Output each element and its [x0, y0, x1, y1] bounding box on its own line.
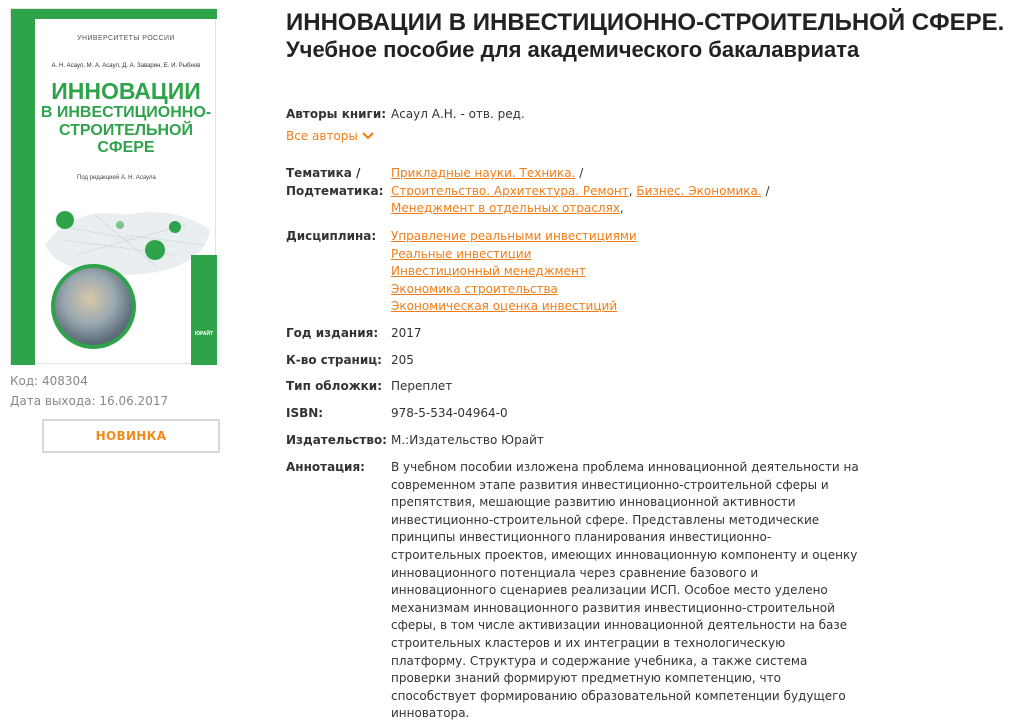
publisher-value: М.:Издательство Юрайт [391, 433, 544, 447]
cover-title-line3: СТРОИТЕЛЬНОЙ СФЕРЕ [58, 121, 193, 157]
year-value: 2017 [391, 326, 422, 340]
cover-authors: А. Н. Асаул, М. А. Асаул, Д. А. Заварин, Е. И. Рыбнов [51, 63, 201, 69]
book-title: ИННОВАЦИИ В ИНВЕСТИЦИОННО-СТРОИТЕЛЬНОЙ СФЕРЕ. [286, 9, 1005, 36]
cover-top-band [11, 9, 217, 19]
book-code: Код: 408304 [10, 374, 88, 388]
isbn-label: ISBN: [286, 406, 324, 420]
subtopic-comma-2: , [619, 201, 624, 215]
subtopic-line-2 [391, 200, 624, 218]
cover-type-label: Тип обложки: [286, 379, 383, 393]
annotation-label: Аннотация: [286, 460, 365, 474]
authors-value: Асаул А.Н. - отв. ред. [391, 107, 525, 121]
new-badge: НОВИНКА [42, 419, 220, 453]
book-cover[interactable] [10, 8, 216, 364]
discipline-link[interactable]: Экономическая оценка инвестиций [391, 299, 618, 313]
cover-series: УНИВЕРСИТЕТЫ РОССИИ [77, 35, 175, 42]
cover-left-band [11, 9, 35, 365]
cover-type-value: Переплет [391, 379, 453, 393]
pages-value: 205 [391, 353, 414, 367]
subtopic-link-construction[interactable]: Строительство. Архитектура. Ремонт [391, 183, 629, 198]
all-authors-toggle[interactable] [286, 129, 374, 143]
publisher-label: Издательство: [286, 433, 387, 447]
pages-label: К-во страниц: [286, 353, 382, 367]
all-authors-label: Все авторы [286, 129, 358, 143]
discipline-label: Дисциплина: [286, 229, 377, 243]
discipline-link[interactable]: Реальные инвестиции [391, 246, 532, 261]
subtopic-link-management[interactable]: Менеджмент в отдельных отраслях [391, 201, 620, 215]
cover-green-box [191, 255, 217, 365]
isbn-value: 978-5-534-04964-0 [391, 406, 508, 420]
subtopic-comma: , [628, 183, 633, 198]
cover-title-line1: ИННОВАЦИИ [51, 78, 201, 104]
topic-label: Тематика / [286, 166, 361, 180]
subtopic-separator: / [765, 183, 770, 198]
subtopic-label: Подтематика: [286, 183, 384, 198]
topic-link[interactable]: Прикладные науки. Техника. [391, 166, 576, 180]
cover-editor: Под редакцией А. Н. Асаула [77, 175, 156, 181]
chevron-down-icon [362, 131, 374, 141]
book-subtitle: Учебное пособие для академического бакалавриата [286, 37, 860, 63]
release-date: Дата выхода: 16.06.2017 [10, 394, 169, 408]
page-title [286, 8, 1016, 64]
discipline-link[interactable]: Управление реальными инвестициями [391, 229, 637, 243]
discipline-list [391, 228, 637, 316]
year-label: Год издания: [286, 326, 379, 340]
topic-separator: / [579, 166, 584, 180]
discipline-link[interactable]: Инвестиционный менеджмент [391, 264, 586, 278]
cover-title [35, 79, 217, 157]
cover-photo [51, 264, 136, 349]
cover-brand: ЮРАЙТ [194, 331, 214, 337]
annotation-text: В учебном пособии изложена проблема инновационной деятельности на современном этапе развития инвестиционно-строительной сферы и препятствия, мешающие развитию инновационной активности инвестиционно-строительной сфере. Представлены методические принципы инвестиционного планирования инвестиционно-строительных проектов, имеющих инновационную компоненту и оценку инновационного потенциала через сравнение базового и инновационного сценариев реализации ИСП. Особое место уделено механизмам инновационного развития инвестиционно-строительной сферы, в том числе активизации инновационной деятельности на базе строительных кластеров и их интеграции в технологическую платформу. Структура и содержание учебника, а также система проверки знаний формируют предметную компетенцию, что способствует формированию образовательной компетенции будущего инноватора. [391, 460, 859, 721]
topic-line [391, 165, 583, 183]
authors-label: Авторы книги: [286, 107, 387, 121]
cover-title-line2: В ИНВЕСТИЦИОННО- [40, 104, 212, 122]
discipline-link[interactable]: Экономика строительства [391, 281, 558, 296]
subtopic-link-business[interactable]: Бизнес. Экономика. [636, 183, 762, 198]
subtopic-line [391, 183, 770, 201]
